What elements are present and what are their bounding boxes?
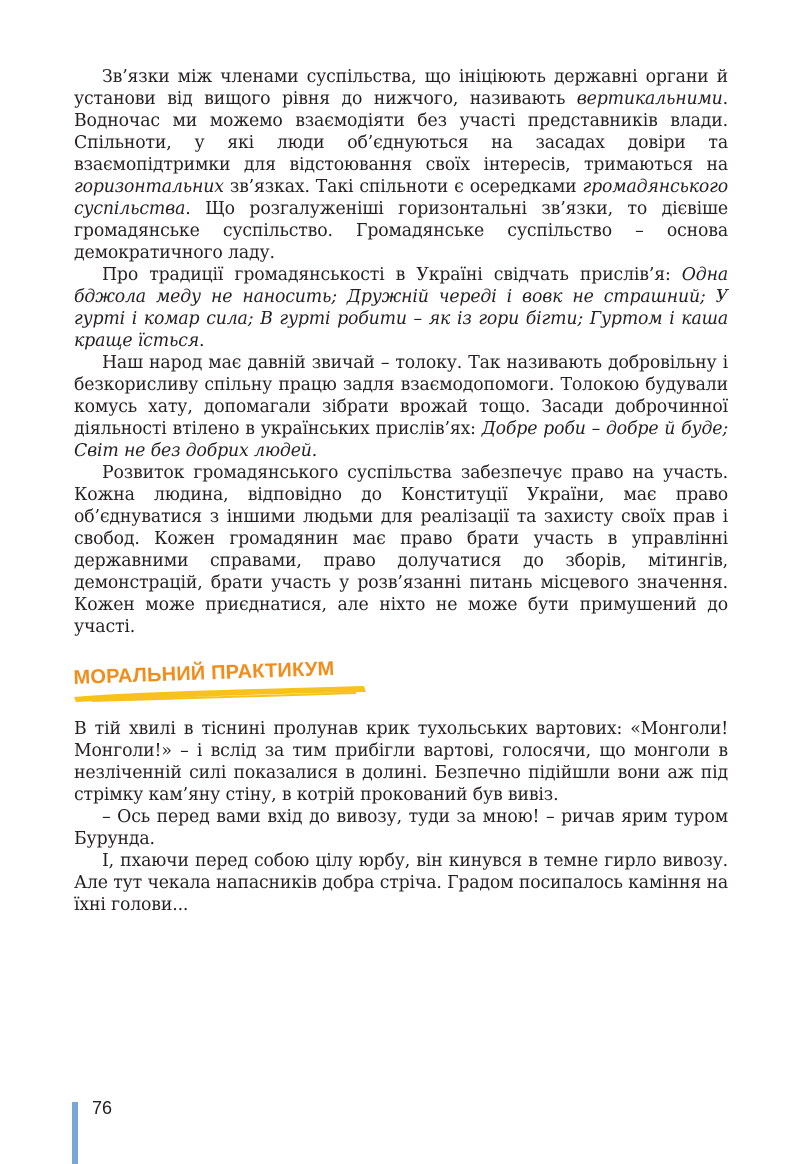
paragraph-story-1: В тій хвилі в тіснині пролунав крик тухольських вартових: «Монголи! Монголи!» – і вслід за тим прибігли вартові, голосячи, що монголи в незліченній силі показалися в долині. Безпечно підійшли вони аж під стрімку кам’яну стіну, в котрій прокований був вивіз. xyxy=(74,719,728,805)
page-margin-bar xyxy=(72,1102,78,1164)
proverbs-charity: Добре роби – добре й буде; Світ не без добрих людей xyxy=(74,419,728,461)
paragraph-story-3: І, пхаючи перед собою цілу юрбу, він кинувся в темне гирло вивозу. Але тут чекала напасників добра стріча. Градом посипалось каміння на їхні голови... xyxy=(74,851,728,915)
term-horizontal: горизонтальних xyxy=(74,177,224,197)
section-heading xyxy=(73,657,728,698)
paragraph-participation: Розвиток громадянського суспільства забезпечує право на участь. Кожна людина, відповідно до Конституції України, має право об’єднуватися з іншими людьми для реалізації та захисту своїх прав і свобод. Кожен громадянин має право брати участь в управлінні державними справами, право долучатися до зборів, мітингів, демонстрацій, брати участь у розв’язанні питань місцевого значення. Кожен може приєднатися, але ніхто не може бути примушений до участі. xyxy=(74,463,728,637)
heading-moral-practicum: МОРАЛЬНИЙ ПРАКТИКУМ xyxy=(73,657,335,690)
page-content xyxy=(74,66,728,916)
paragraph-proverbs-civic: Про традиції громадянськості в Україні свідчать прислів’я: Одна бджола меду не наносить; Дружній череді і вовк не страшний; У гурті і комар сила; В гурті робити – як із гори бігти; Гуртом і каша краще їсться. xyxy=(74,265,728,351)
term-vertical: вертикальними xyxy=(576,89,723,109)
paragraph-story-2: – Ось перед вами вхід до вивозу, туди за мною! – ричав ярим туром Бурунда. xyxy=(74,807,728,849)
paragraph-toloka: Наш народ має давній звичай – толоку. Так називають добровільну і безкорисливу спільну працю задля взаємодопомоги. Толокою будували комусь хату, допомагали зібрати врожай тощо. Засади доброчинної діяльності втілено в українських прислів’ях: Добре роби – добре й буде; Світ не без добрих людей. xyxy=(74,353,728,461)
proverbs-civic: Одна бджола меду не наносить; Дружній череді і вовк не страшний; У гурті і комар сила; В гурті робити – як із гори бігти; Гуртом і каша краще їсться xyxy=(74,265,728,351)
paragraph-vertical-horizontal-ties: Зв’язки між членами суспільства, що ініціюють державні органи й установи від вищого рівня до нижчого, називають вертикальними. Водночас ми можемо взаємодіяти без участі представників влади. Спільноти, у які люди об’єднуються на засадах довіри та взаємопідтримки для відстоювання своїх інтересів, тримаються на горизонтальних зв’язках. Такі спільноти є осередками громадянського суспільства. Що розгалуженіші горизонтальні зв’язки, то дієвіше громадянське суспільство. Громадянське суспільство – основа демократичного ладу. xyxy=(74,67,728,263)
page-number: 76 xyxy=(92,1098,113,1118)
term-civil-society: громадянського суспільства xyxy=(74,177,728,219)
